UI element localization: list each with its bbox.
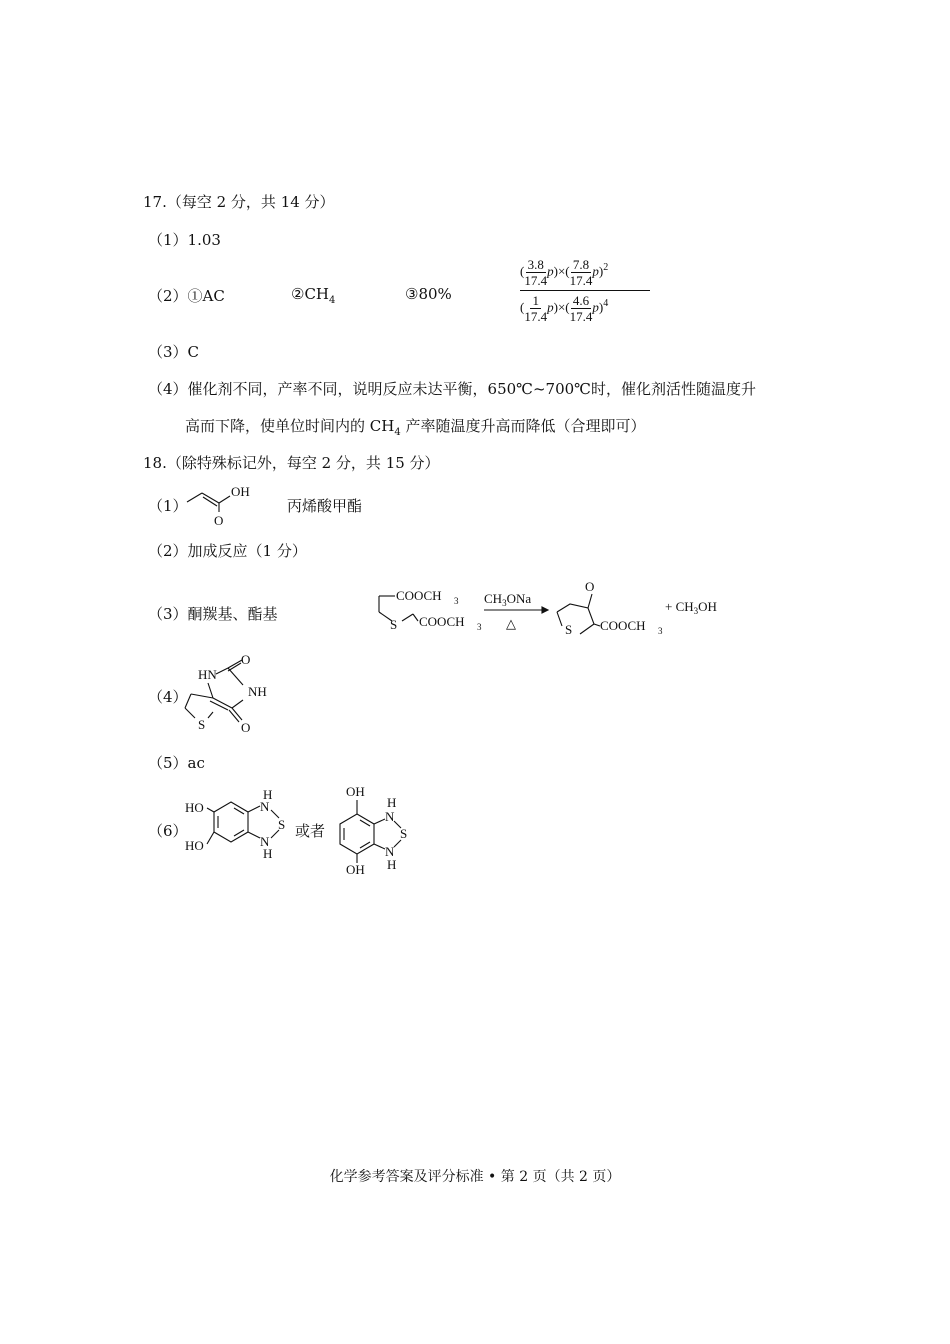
svg-text:S: S: [390, 617, 398, 632]
q17-part2-answer-3: ③80%: [405, 285, 452, 303]
acrylic-acid-structure: [183, 480, 258, 530]
part-number: （1）: [148, 231, 188, 249]
svg-text:O: O: [585, 579, 595, 594]
svg-text:CH3ONa: $CH_3ONa$: [484, 591, 532, 608]
thienopyrimidine-structure: [180, 650, 270, 738]
svg-text:N: N: [260, 834, 270, 849]
page-footer: 化学参考答案及评分标准 • 第 2 页（共 2 页）: [329, 1169, 621, 1185]
svg-text:H: H: [387, 857, 397, 872]
svg-text:3: 3: [454, 596, 459, 606]
fraction: $\frac{1}{17.4}$: [524, 293, 548, 324]
q17-part3: [148, 341, 199, 362]
answer: ac: [187, 754, 205, 772]
svg-text:OH: OH: [346, 784, 365, 799]
svg-text:COOCH: COOCH: [396, 588, 442, 603]
svg-text:HO: HO: [185, 838, 204, 853]
fraction: $\frac{7.8}{17.4}$: [569, 257, 593, 288]
answer-line-1: 催化剂不同，产率不同，说明反应未达平衡，650℃~700℃时，催化剂活性随温度升: [187, 380, 756, 398]
cyclization-reaction: [370, 570, 740, 640]
part-number: （2）: [148, 287, 188, 305]
svg-text:O: O: [214, 513, 224, 528]
svg-text:N: N: [260, 799, 270, 814]
svg-text:N: N: [385, 844, 395, 859]
kp-denominator: ( $\frac{1}{17.4}$ p)×( $\frac{4.6}{17.4}$ p)$^4$: [520, 293, 609, 324]
svg-text:OH: OH: [346, 862, 365, 877]
q18-heading: 18.（除特殊标记外，每空 2 分，共 15 分）: [143, 454, 440, 472]
q17-part2-answer-2: $②CH_4$: [291, 285, 336, 306]
svg-text:O: O: [241, 652, 251, 667]
benzothiadiazole-diol-structure-a: [183, 786, 293, 866]
svg-text:OH: OH: [231, 484, 250, 499]
svg-text:HO: HO: [185, 800, 204, 815]
part-number: （5）: [148, 754, 188, 772]
svg-text:S: S: [198, 717, 206, 732]
q17-part2: [148, 285, 225, 306]
svg-text:N: N: [385, 809, 395, 824]
part-number: （3）: [148, 605, 188, 623]
answer: C: [187, 343, 200, 361]
svg-text:COOCH: COOCH: [600, 618, 646, 633]
benzothiadiazole-diol-structure-b: [335, 781, 415, 881]
svg-text:H: H: [263, 846, 273, 861]
q18-part6-number: （6）: [148, 822, 188, 840]
answer-1: ①AC: [187, 287, 225, 305]
svg-text:S: S: [565, 622, 573, 637]
svg-text:O: O: [241, 720, 251, 735]
q18-part1-number: （1）: [148, 497, 188, 515]
kp-expression: [520, 257, 650, 324]
q17-part1: [148, 229, 221, 250]
q17-heading: 17.（每空 2 分，共 14 分）: [143, 193, 335, 211]
part-number: （2）: [148, 542, 188, 560]
q17-part4: [148, 378, 756, 399]
answer: 加成反应（1 分）: [187, 542, 307, 560]
svg-text:NH: NH: [248, 684, 267, 699]
q18-part1-name: 丙烯酸甲酯: [287, 497, 363, 515]
svg-text:S: S: [278, 817, 286, 832]
svg-text:HN: HN: [198, 667, 217, 682]
svg-text:3: 3: [477, 622, 482, 632]
q18-part2: [148, 540, 307, 561]
q18-part6-or: 或者: [295, 822, 326, 840]
part-number: （3）: [148, 343, 188, 361]
svg-text:H: H: [387, 795, 397, 810]
answer: 酮羰基、酯基: [187, 605, 278, 623]
svg-text:H: H: [263, 787, 273, 802]
svg-text:COOCH: COOCH: [419, 614, 465, 629]
svg-text:+ CH3OH: + $CH_3OH$: [665, 599, 717, 616]
part-number: （4）: [148, 380, 188, 398]
q18-part5: [148, 752, 205, 773]
answer: 1.03: [187, 231, 221, 249]
fraction: $\frac{3.8}{17.4}$: [524, 257, 548, 288]
q17-part4-line-2: 高而下降，使单位时间内的 $CH_4$ 产率随温度升高而降低（合理即可）: [185, 417, 646, 438]
kp-numerator: ( $\frac{3.8}{17.4}$ p)×( $\frac{7.8}{17.4}$ p)$^2$: [520, 257, 650, 291]
q18-part3: [148, 603, 278, 624]
svg-text:△: △: [506, 616, 516, 631]
svg-text:S: S: [400, 826, 408, 841]
svg-text:3: 3: [658, 626, 663, 636]
fraction: $\frac{4.6}{17.4}$: [569, 293, 593, 324]
q18-part4-number: （4）: [148, 688, 188, 706]
